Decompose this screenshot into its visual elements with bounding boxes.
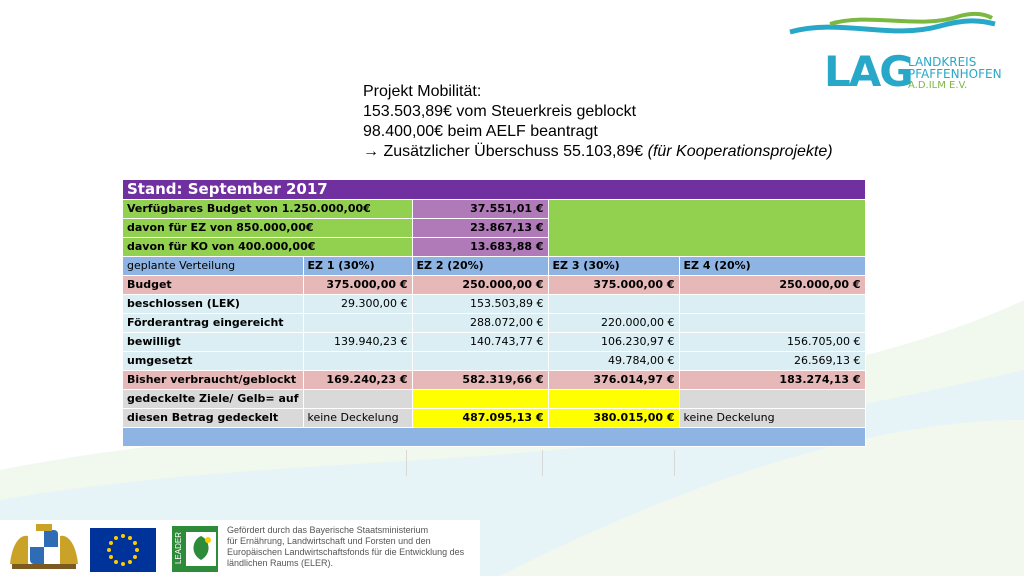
budget-value: 37.551,01 €	[412, 200, 548, 219]
row-label: Bisher verbraucht/geblockt	[123, 371, 304, 390]
row-label: umgesetzt	[123, 352, 304, 371]
budget-table	[122, 179, 866, 447]
table-cell: 183.274,13 €	[679, 371, 865, 390]
capped-row	[123, 390, 866, 409]
logo-subtitle	[908, 56, 1002, 92]
row-label: bewilligt	[123, 333, 304, 352]
table-cell: 376.014,97 €	[548, 371, 679, 390]
table-cell-spacer	[548, 390, 679, 409]
header-row	[123, 257, 866, 276]
budget-row	[123, 200, 866, 219]
leader-label: LEADER	[174, 532, 183, 565]
logo-line1: LANDKREIS	[908, 55, 977, 69]
empty-row	[123, 428, 866, 447]
table-cell: 288.072,00 €	[412, 314, 548, 333]
table-cell: 26.569,13 €	[679, 352, 865, 371]
column-header: EZ 3 (30%)	[548, 257, 679, 276]
table-cell: 375.000,00 €	[548, 276, 679, 295]
funding-line1: Gefördert durch das Bayerische Staatsministerium	[227, 525, 429, 535]
table-cell: 139.940,23 €	[303, 333, 412, 352]
table-cell: keine Deckelung	[679, 409, 865, 428]
project-notes	[363, 82, 833, 162]
arrow-icon: →	[363, 143, 379, 160]
table-cell: 49.784,00 €	[548, 352, 679, 371]
table-cell: 156.705,00 €	[679, 333, 865, 352]
table-cell: 375.000,00 €	[303, 276, 412, 295]
row-label: Förderantrag eingereicht	[123, 314, 304, 333]
table-cell	[303, 314, 412, 333]
gridline	[674, 450, 675, 476]
budget-value: 23.867,13 €	[412, 219, 548, 238]
table-cell: 487.095,13 €	[412, 409, 548, 428]
capped-row	[123, 409, 866, 428]
table-cell: 29.300,00 €	[303, 295, 412, 314]
table-row	[123, 371, 866, 390]
budget-spreadsheet	[122, 179, 866, 447]
table-cell	[679, 314, 865, 333]
notes-line1: Projekt Mobilität:	[363, 83, 482, 100]
table-cell-spacer	[303, 390, 412, 409]
row-label: gedeckelte Ziele/ Gelb= auf	[123, 390, 304, 409]
leaf-icon	[186, 532, 216, 566]
table-cell-spacer	[679, 390, 865, 409]
empty-cell	[123, 428, 866, 447]
table-cell: 106.230,97 €	[548, 333, 679, 352]
logo-line2: PFAFFENHOFEN	[908, 67, 1002, 81]
eu-flag-icon	[90, 528, 156, 572]
table-cell: 250.000,00 €	[679, 276, 865, 295]
table-cell	[412, 352, 548, 371]
funding-line3: Europäischen Landwirtschaftsfonds für die Entwicklung des	[227, 547, 465, 557]
table-row	[123, 314, 866, 333]
notes-line4	[363, 142, 833, 162]
funding-line4: ländlichen Raums (ELER).	[227, 558, 334, 568]
budget-filler	[548, 200, 865, 257]
logo-mark: LAG	[824, 47, 912, 96]
bavarian-crest-icon	[6, 524, 82, 570]
table-cell: 250.000,00 €	[412, 276, 548, 295]
funding-line2: für Ernährung, Landwirtschaft und Forsten und den	[227, 536, 431, 546]
budget-label: Verfügbares Budget von 1.250.000,00€	[123, 200, 413, 219]
notes-line4-italic: (für Kooperationsprojekte)	[647, 143, 833, 160]
table-row	[123, 295, 866, 314]
budget-label: davon für KO von 400.000,00€	[123, 238, 413, 257]
notes-line4-text: Zusätzlicher Überschuss 55.103,89€	[383, 143, 644, 160]
notes-line2: 153.503,89€ vom Steuerkreis geblockt	[363, 103, 637, 120]
table-cell: 220.000,00 €	[548, 314, 679, 333]
table-cell: 140.743,77 €	[412, 333, 548, 352]
table-title-row	[123, 180, 866, 200]
table-cell	[679, 295, 865, 314]
row-label: Budget	[123, 276, 304, 295]
budget-value: 13.683,88 €	[412, 238, 548, 257]
logo-wave-icon	[780, 10, 1020, 50]
column-header: EZ 1 (30%)	[303, 257, 412, 276]
gridline	[542, 450, 543, 476]
column-header: EZ 4 (20%)	[679, 257, 865, 276]
table-cell: 380.015,00 €	[548, 409, 679, 428]
row-label: diesen Betrag gedeckelt	[123, 409, 304, 428]
table-title: Stand: September 2017	[123, 180, 866, 200]
table-cell	[548, 295, 679, 314]
table-row	[123, 276, 866, 295]
table-cell: 153.503,89 €	[412, 295, 548, 314]
table-cell-spacer	[412, 390, 548, 409]
table-row	[123, 333, 866, 352]
leader-logo	[172, 526, 218, 572]
budget-label: davon für EZ von 850.000,00€	[123, 219, 413, 238]
notes-line3: 98.400,00€ beim AELF beantragt	[363, 123, 598, 140]
table-cell: 169.240,23 €	[303, 371, 412, 390]
logo-line3: A.D.ILM E.V.	[908, 80, 968, 91]
table-cell: keine Deckelung	[303, 409, 412, 428]
row-label: beschlossen (LEK)	[123, 295, 304, 314]
column-header: geplante Verteilung	[123, 257, 304, 276]
table-cell	[303, 352, 412, 371]
funding-notice	[227, 525, 464, 569]
table-cell: 582.319,66 €	[412, 371, 548, 390]
gridline	[406, 450, 407, 476]
column-header: EZ 2 (20%)	[412, 257, 548, 276]
table-row	[123, 352, 866, 371]
